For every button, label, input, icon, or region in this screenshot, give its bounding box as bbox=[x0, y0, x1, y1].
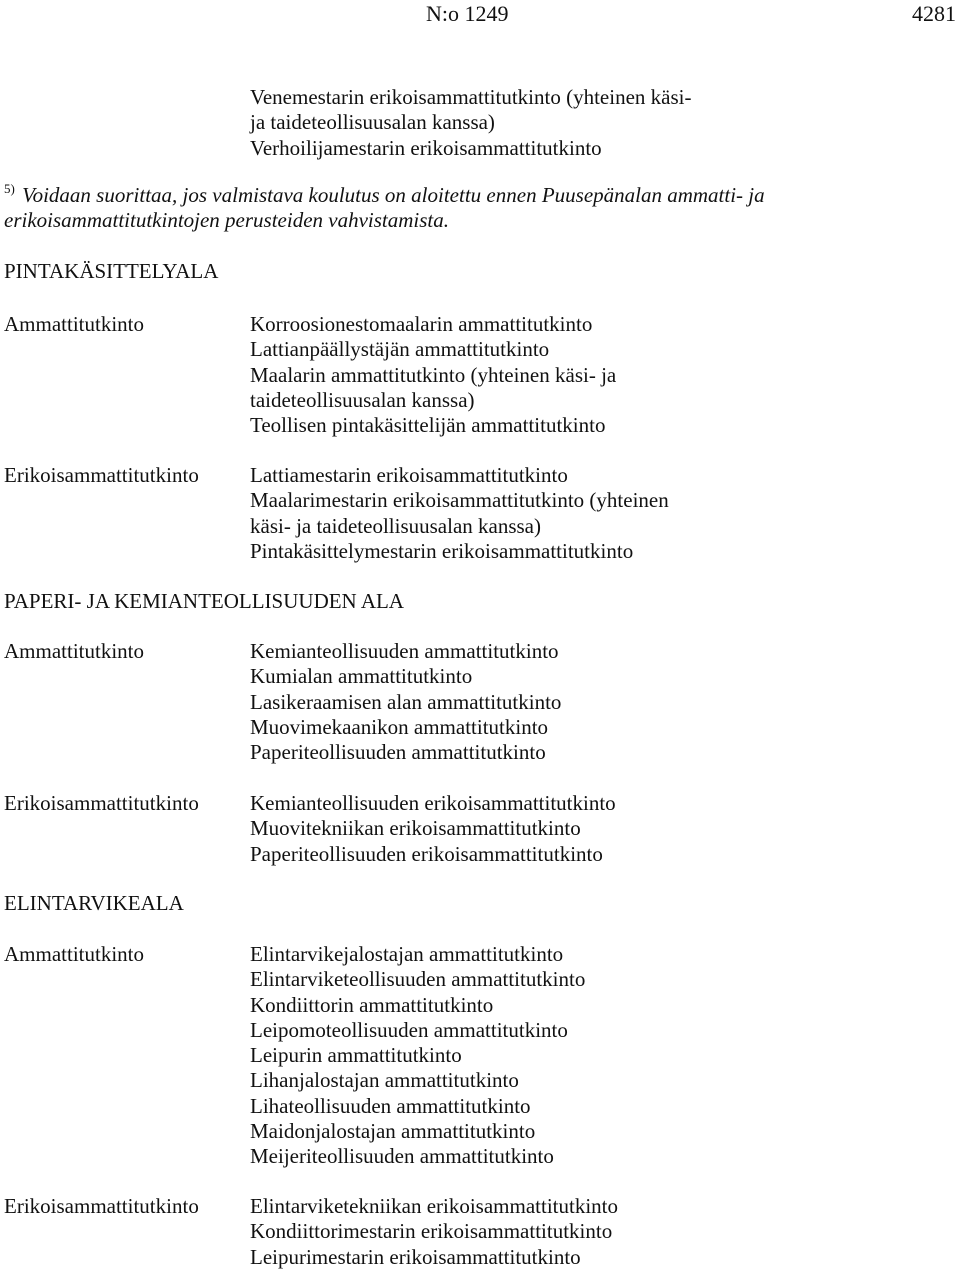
qualification-list bbox=[250, 639, 950, 765]
category-label: Erikoisammattitutkinto bbox=[4, 791, 199, 815]
list-item: ja taideteollisuusalan kanssa) bbox=[250, 110, 495, 135]
footnote-marker: 5) bbox=[4, 181, 15, 196]
list-item: Lattianpäällystäjän ammattitutkinto bbox=[250, 337, 550, 362]
continued-list bbox=[250, 85, 950, 161]
list-item: Leipomoteollisuuden ammattitutkinto bbox=[250, 1017, 568, 1042]
list-item: Maidonjalostajan ammattitutkinto bbox=[250, 1119, 536, 1144]
list-item: Venemestarin erikoisammattitutkinto (yhteinen käsi- bbox=[250, 85, 692, 109]
list-item: Muovimekaanikon ammattitutkinto bbox=[250, 714, 549, 739]
category-label: Ammattitutkinto bbox=[4, 312, 144, 336]
section-heading: PAPERI- JA KEMIANTEOLLISUUDEN ALA bbox=[4, 589, 404, 613]
list-item: taideteollisuusalan kanssa) bbox=[250, 387, 475, 412]
list-item: Kemianteollisuuden erikoisammattitutkinto bbox=[250, 791, 616, 815]
list-item: Kumialan ammattitutkinto bbox=[250, 664, 473, 689]
section-heading: PINTAKÄSITTELYALA bbox=[4, 259, 219, 283]
page-number: 4281 bbox=[912, 1, 956, 26]
list-item: Maalarimestarin erikoisammattitutkinto (yhteinen bbox=[250, 488, 669, 513]
list-item: Lihateollisuuden ammattitutkinto bbox=[250, 1093, 531, 1118]
category-label: Ammattitutkinto bbox=[4, 639, 144, 663]
list-item: Teollisen pintakäsittelijän ammattitutkinto bbox=[250, 413, 606, 438]
list-item: Leipurin ammattitutkinto bbox=[250, 1043, 462, 1068]
list-item: Muovitekniikan erikoisammattitutkinto bbox=[250, 816, 581, 841]
list-item: Maalarin ammattitutkinto (yhteinen käsi- ja bbox=[250, 362, 617, 387]
qualification-list bbox=[250, 791, 950, 867]
page-header bbox=[0, 0, 960, 28]
list-item: Korroosionestomaalarin ammattitutkinto bbox=[250, 312, 593, 336]
list-item: Elintarvikejalostajan ammattitutkinto bbox=[250, 942, 564, 966]
qualification-list bbox=[250, 312, 950, 438]
section-heading: ELINTARVIKEALA bbox=[4, 891, 184, 915]
list-item: Paperiteollisuuden ammattitutkinto bbox=[250, 740, 546, 765]
footnote-text-line-2: erikoisammattitutkintojen perusteiden vahvistamista. bbox=[4, 208, 450, 233]
category-label: Ammattitutkinto bbox=[4, 942, 144, 966]
category-label: Erikoisammattitutkinto bbox=[4, 463, 199, 487]
list-item: käsi- ja taideteollisuusalan kanssa) bbox=[250, 513, 541, 538]
list-item: Paperiteollisuuden erikoisammattitutkinto bbox=[250, 841, 603, 866]
list-item: Kondiittorimestarin erikoisammattitutkinto bbox=[250, 1219, 613, 1244]
list-item: Lasikeraamisen alan ammattitutkinto bbox=[250, 689, 562, 714]
list-item: Kemianteollisuuden ammattitutkinto bbox=[250, 639, 559, 663]
list-item: Lattiamestarin erikoisammattitutkinto bbox=[250, 463, 568, 487]
list-item: Elintarviketeollisuuden ammattitutkinto bbox=[250, 967, 586, 992]
list-item: Verhoilijamestarin erikoisammattitutkinto bbox=[250, 135, 602, 160]
qualification-list bbox=[250, 942, 950, 1170]
document-number: N:o 1249 bbox=[426, 1, 509, 26]
footnote bbox=[4, 183, 954, 234]
qualification-list bbox=[250, 1194, 950, 1270]
list-item: Lihanjalostajan ammattitutkinto bbox=[250, 1068, 519, 1093]
list-item: Meijeriteollisuuden ammattitutkinto bbox=[250, 1144, 554, 1169]
list-item: Leipurimestarin erikoisammattitutkinto bbox=[250, 1244, 581, 1269]
qualification-list bbox=[250, 463, 950, 564]
list-item: Pintakäsittelymestarin erikoisammattitutkinto bbox=[250, 538, 634, 563]
category-label: Erikoisammattitutkinto bbox=[4, 1194, 199, 1218]
footnote-text-line-1: Voidaan suorittaa, jos valmistava koulutus on aloitettu ennen Puusepänalan ammatti- ja bbox=[22, 183, 765, 207]
list-item: Elintarviketekniikan erikoisammattitutkinto bbox=[250, 1194, 619, 1218]
list-item: Kondiittorin ammattitutkinto bbox=[250, 992, 494, 1017]
